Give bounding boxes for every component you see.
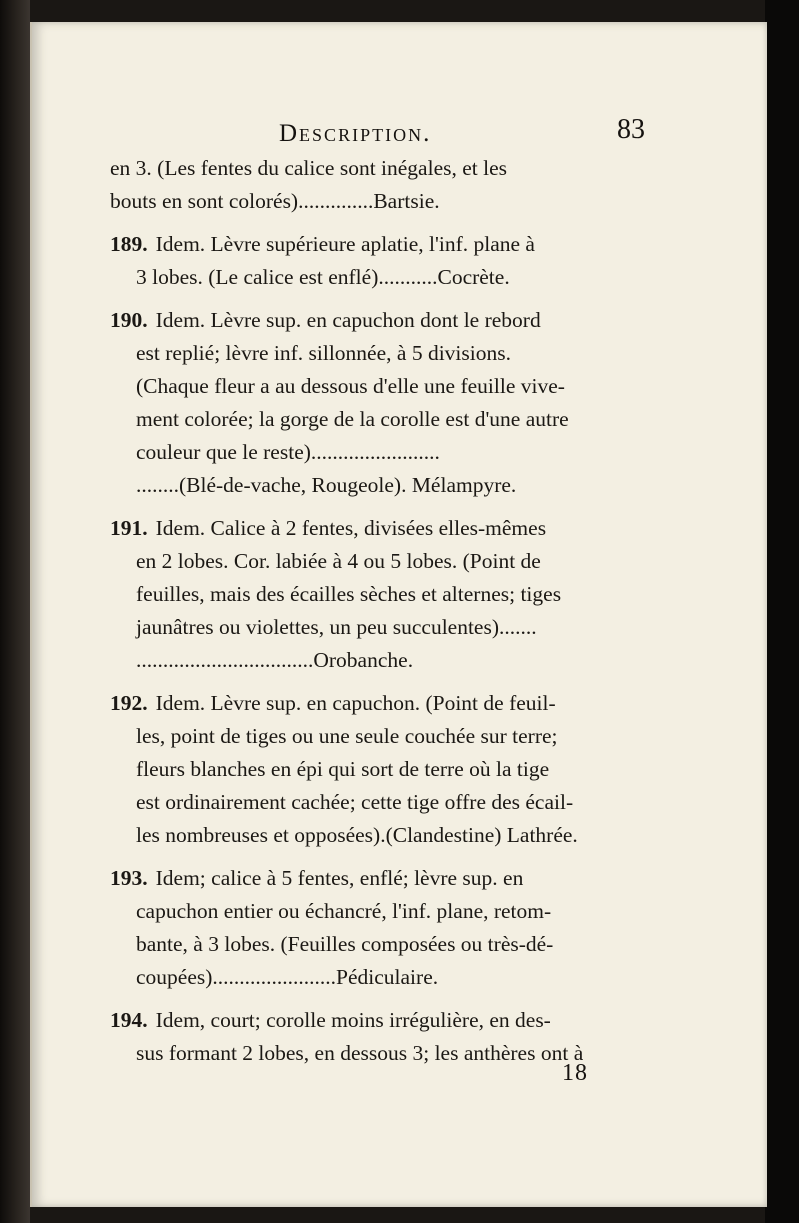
line-body: couleur que le reste)........................ (136, 440, 440, 464)
text-line (110, 928, 670, 961)
line-text (110, 228, 535, 261)
entry-number: 192. (110, 691, 148, 715)
line-body: sus formant 2 lobes, en dessous 3; les anthères ont à (136, 1041, 584, 1065)
entry-number: 194. (110, 1008, 148, 1032)
line-text (110, 304, 541, 337)
line-body: bouts en sont colorés)..............Bartsie. (110, 189, 440, 213)
line-text (136, 578, 561, 611)
line-text (110, 687, 556, 720)
line-body: les, point de tiges ou une seule couchée sur terre; (136, 724, 558, 748)
text-line (110, 337, 670, 370)
text-line (110, 370, 670, 403)
line-text (110, 512, 546, 545)
entry-line-start (110, 687, 670, 720)
text-line (110, 578, 670, 611)
text-line (110, 469, 670, 502)
line-text (136, 370, 565, 403)
line-text (136, 611, 537, 644)
line-text (136, 895, 551, 928)
text-line (110, 545, 670, 578)
line-text (110, 862, 523, 895)
text-line (110, 185, 670, 218)
line-body: en 3. (Les fentes du calice sont inégales, et les (110, 156, 508, 180)
line-text (136, 436, 440, 469)
text-line (110, 961, 670, 994)
left-page-spine (0, 0, 30, 1223)
line-body: Idem, court; corolle moins irrégulière, en des- (155, 1008, 551, 1032)
line-body: coupées).......................Pédiculaire. (136, 965, 439, 989)
line-text (136, 644, 413, 677)
text-line (110, 152, 670, 185)
entry-line-start (110, 512, 670, 545)
line-text (136, 720, 558, 753)
running-title: Description. (279, 120, 432, 147)
entry-number: 190. (110, 308, 148, 332)
line-body: Idem. Lèvre sup. en capuchon dont le rebord (155, 308, 541, 332)
line-text (136, 786, 573, 819)
line-body: est replié; lèvre inf. sillonnée, à 5 divisions. (136, 341, 511, 365)
text-line (110, 720, 670, 753)
running-head (32, 100, 767, 150)
line-text (136, 545, 541, 578)
line-body: Idem. Lèvre sup. en capuchon. (Point de feuil- (155, 691, 556, 715)
book-page (30, 22, 767, 1207)
line-body: 3 lobes. (Le calice est enflé)...........Cocrète. (136, 265, 510, 289)
line-text (136, 261, 510, 294)
line-text (136, 1037, 583, 1070)
entry-line-start (110, 1004, 670, 1037)
text-line (110, 895, 670, 928)
line-text (136, 403, 569, 436)
line-body: ment colorée; la gorge de la corolle est d'une autre (136, 407, 569, 431)
line-text (136, 337, 511, 370)
line-body: jaunâtres ou violettes, un peu succulentes)....... (136, 615, 537, 639)
signature-mark: 18 (562, 1060, 588, 1086)
text-block (110, 152, 670, 1070)
line-text (136, 469, 516, 502)
text-line (110, 753, 670, 786)
text-line (110, 786, 670, 819)
entry-line-start (110, 228, 670, 261)
line-text (136, 819, 578, 852)
text-line (110, 819, 670, 852)
line-body: (Chaque fleur a au dessous d'elle une feuille vive- (136, 374, 565, 398)
line-body: bante, à 3 lobes. (Feuilles composées ou très-dé- (136, 932, 554, 956)
line-body: Idem. Lèvre supérieure aplatie, l'inf. plane à (155, 232, 535, 256)
text-line (110, 436, 670, 469)
page-number: 83 (617, 114, 645, 145)
line-text (110, 152, 507, 185)
line-text (110, 1004, 551, 1037)
entry-line-start (110, 304, 670, 337)
entry-line-start (110, 862, 670, 895)
line-body: les nombreuses et opposées).(Clandestine) Lathrée. (136, 823, 578, 847)
line-body: est ordinairement cachée; cette tige offre des écail- (136, 790, 574, 814)
entry-number: 191. (110, 516, 148, 540)
line-text (136, 753, 549, 786)
line-body: feuilles, mais des écailles sèches et alternes; tiges (136, 582, 562, 606)
line-body: .................................Orobanche. (136, 648, 414, 672)
line-body: ........(Blé-de-vache, Rougeole). Mélampyre. (136, 473, 517, 497)
line-body: capuchon entier ou échancré, l'inf. plane, retom- (136, 899, 552, 923)
line-text (136, 928, 553, 961)
line-body: fleurs blanches en épi qui sort de terre où la tige (136, 757, 550, 781)
line-text (110, 185, 440, 218)
entry-number: 189. (110, 232, 148, 256)
line-text (136, 961, 438, 994)
line-body: en 2 lobes. Cor. labiée à 4 ou 5 lobes. (Point de (136, 549, 541, 573)
line-body: Idem. Calice à 2 fentes, divisées elles-mêmes (155, 516, 547, 540)
text-line (110, 611, 670, 644)
right-page-edge (765, 0, 799, 1223)
entry-number: 193. (110, 866, 148, 890)
text-line (110, 403, 670, 436)
line-body: Idem; calice à 5 fentes, enflé; lèvre sup. en (155, 866, 524, 890)
text-line (110, 644, 670, 677)
text-line (110, 261, 670, 294)
